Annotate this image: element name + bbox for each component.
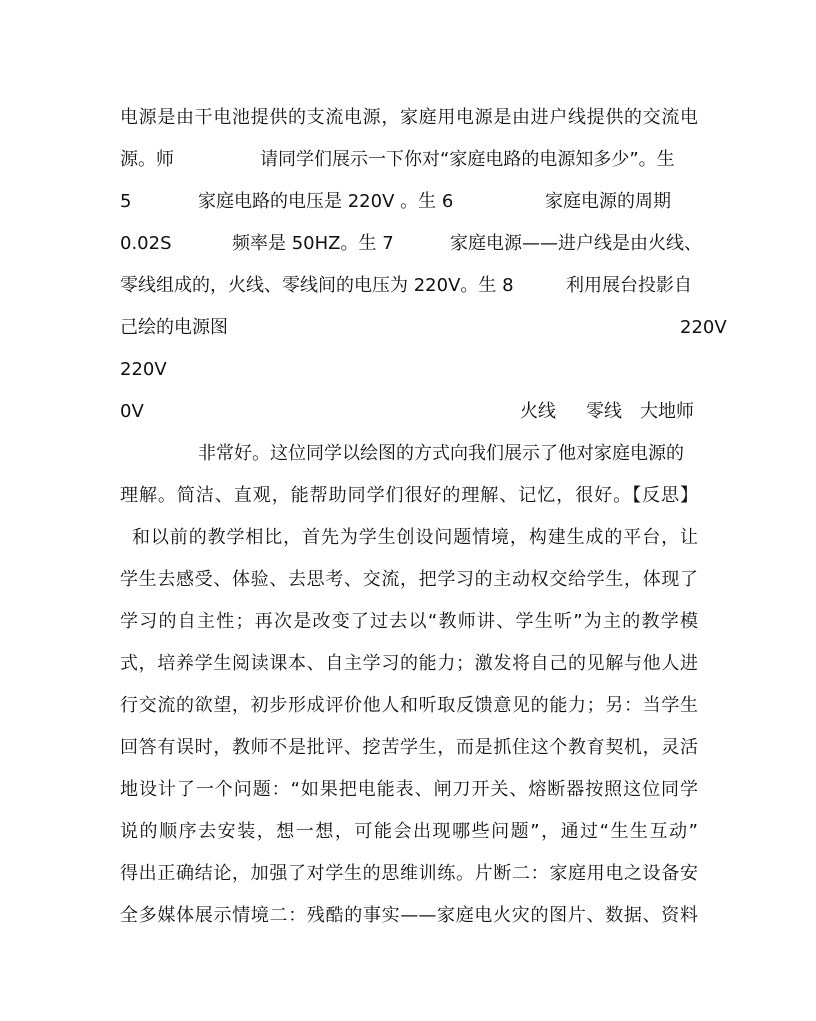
text-fragment: 请同学们展示一下你对“家庭电路的电源知多少”。生: [260, 149, 675, 170]
text-fragment: 己绘的电源图: [120, 317, 228, 338]
text-line: [120, 358, 698, 382]
text-fragment: 0.02S: [120, 233, 172, 254]
text-fragment: 利用展台投影自: [566, 275, 692, 296]
text-line: 地设计了一个问题：“如果把电能表、闸刀开关、熔断器按照这位同学: [120, 779, 698, 800]
text-line: 说的顺序去安装，想一想，可能会出现哪些问题”，通过“生生互动”: [120, 821, 698, 842]
text-fragment: 家庭电源——进户线是由火线、: [450, 233, 702, 254]
text-line: [120, 148, 698, 172]
voltage-label: 0V: [120, 401, 144, 422]
text-line: 全多媒体展示情境二：残酷的事实——家庭电火灾的图片、数据、资料: [120, 905, 698, 926]
text-line: [120, 232, 702, 256]
text-fragment: 家庭电源的周期: [545, 191, 671, 212]
text-fragment: 非常好。这位同学以绘图的方式向我们展示了他对家庭电源的: [198, 443, 684, 464]
text-line: [120, 316, 727, 340]
text-line: 式，培养学生阅读课本、自主学习的能力；激发将自己的见解与他人进: [120, 653, 698, 674]
voltage-label: 220V: [680, 317, 727, 338]
text-fragment: 5: [120, 191, 132, 212]
text-fragment: 频率是 50HZ。生 7: [232, 233, 394, 254]
text-line: [120, 274, 698, 298]
text-line: 和以前的教学相比，首先为学生创设问题情境，构建生成的平台，让: [132, 527, 698, 548]
text-line: 学生去感受、体验、去思考、交流，把学习的主动权交给学生，体现了: [120, 569, 698, 590]
text-line: 回答有误时，教师不是批评、挖苦学生，而是抓住这个教育契机，灵活: [120, 737, 698, 758]
text-fragment: 零线组成的，火线、零线间的电压为 220V。生 8: [120, 275, 514, 296]
text-line: 电源是由干电池提供的支流电源，家庭用电源是由进户线提供的交流电: [120, 107, 698, 128]
text-fragment: 家庭电路的电压是 220V 。生 6: [198, 191, 454, 212]
text-line: [120, 190, 698, 214]
text-line: 行交流的欲望，初步形成评价他人和听取反馈意见的能力；另：当学生: [120, 695, 698, 716]
text-line: 理解。简洁、直观，能帮助同学们很好的理解、记忆，很好。【反思】: [120, 485, 698, 506]
text-fragment: 大地师: [640, 401, 694, 422]
text-line: [120, 400, 698, 424]
text-line: [120, 442, 698, 466]
text-line: 学习的自主性；再次是改变了过去以“教师讲、学生听”为主的教学模: [120, 611, 698, 632]
voltage-label: 220V: [120, 359, 167, 380]
text-line: 得出正确结论，加强了对学生的思维训练。片断二：家庭用电之设备安: [120, 863, 698, 884]
neutral-wire-label: 零线: [586, 401, 622, 422]
live-wire-label: 火线: [520, 401, 556, 422]
text-fragment: 源。师: [120, 149, 174, 170]
